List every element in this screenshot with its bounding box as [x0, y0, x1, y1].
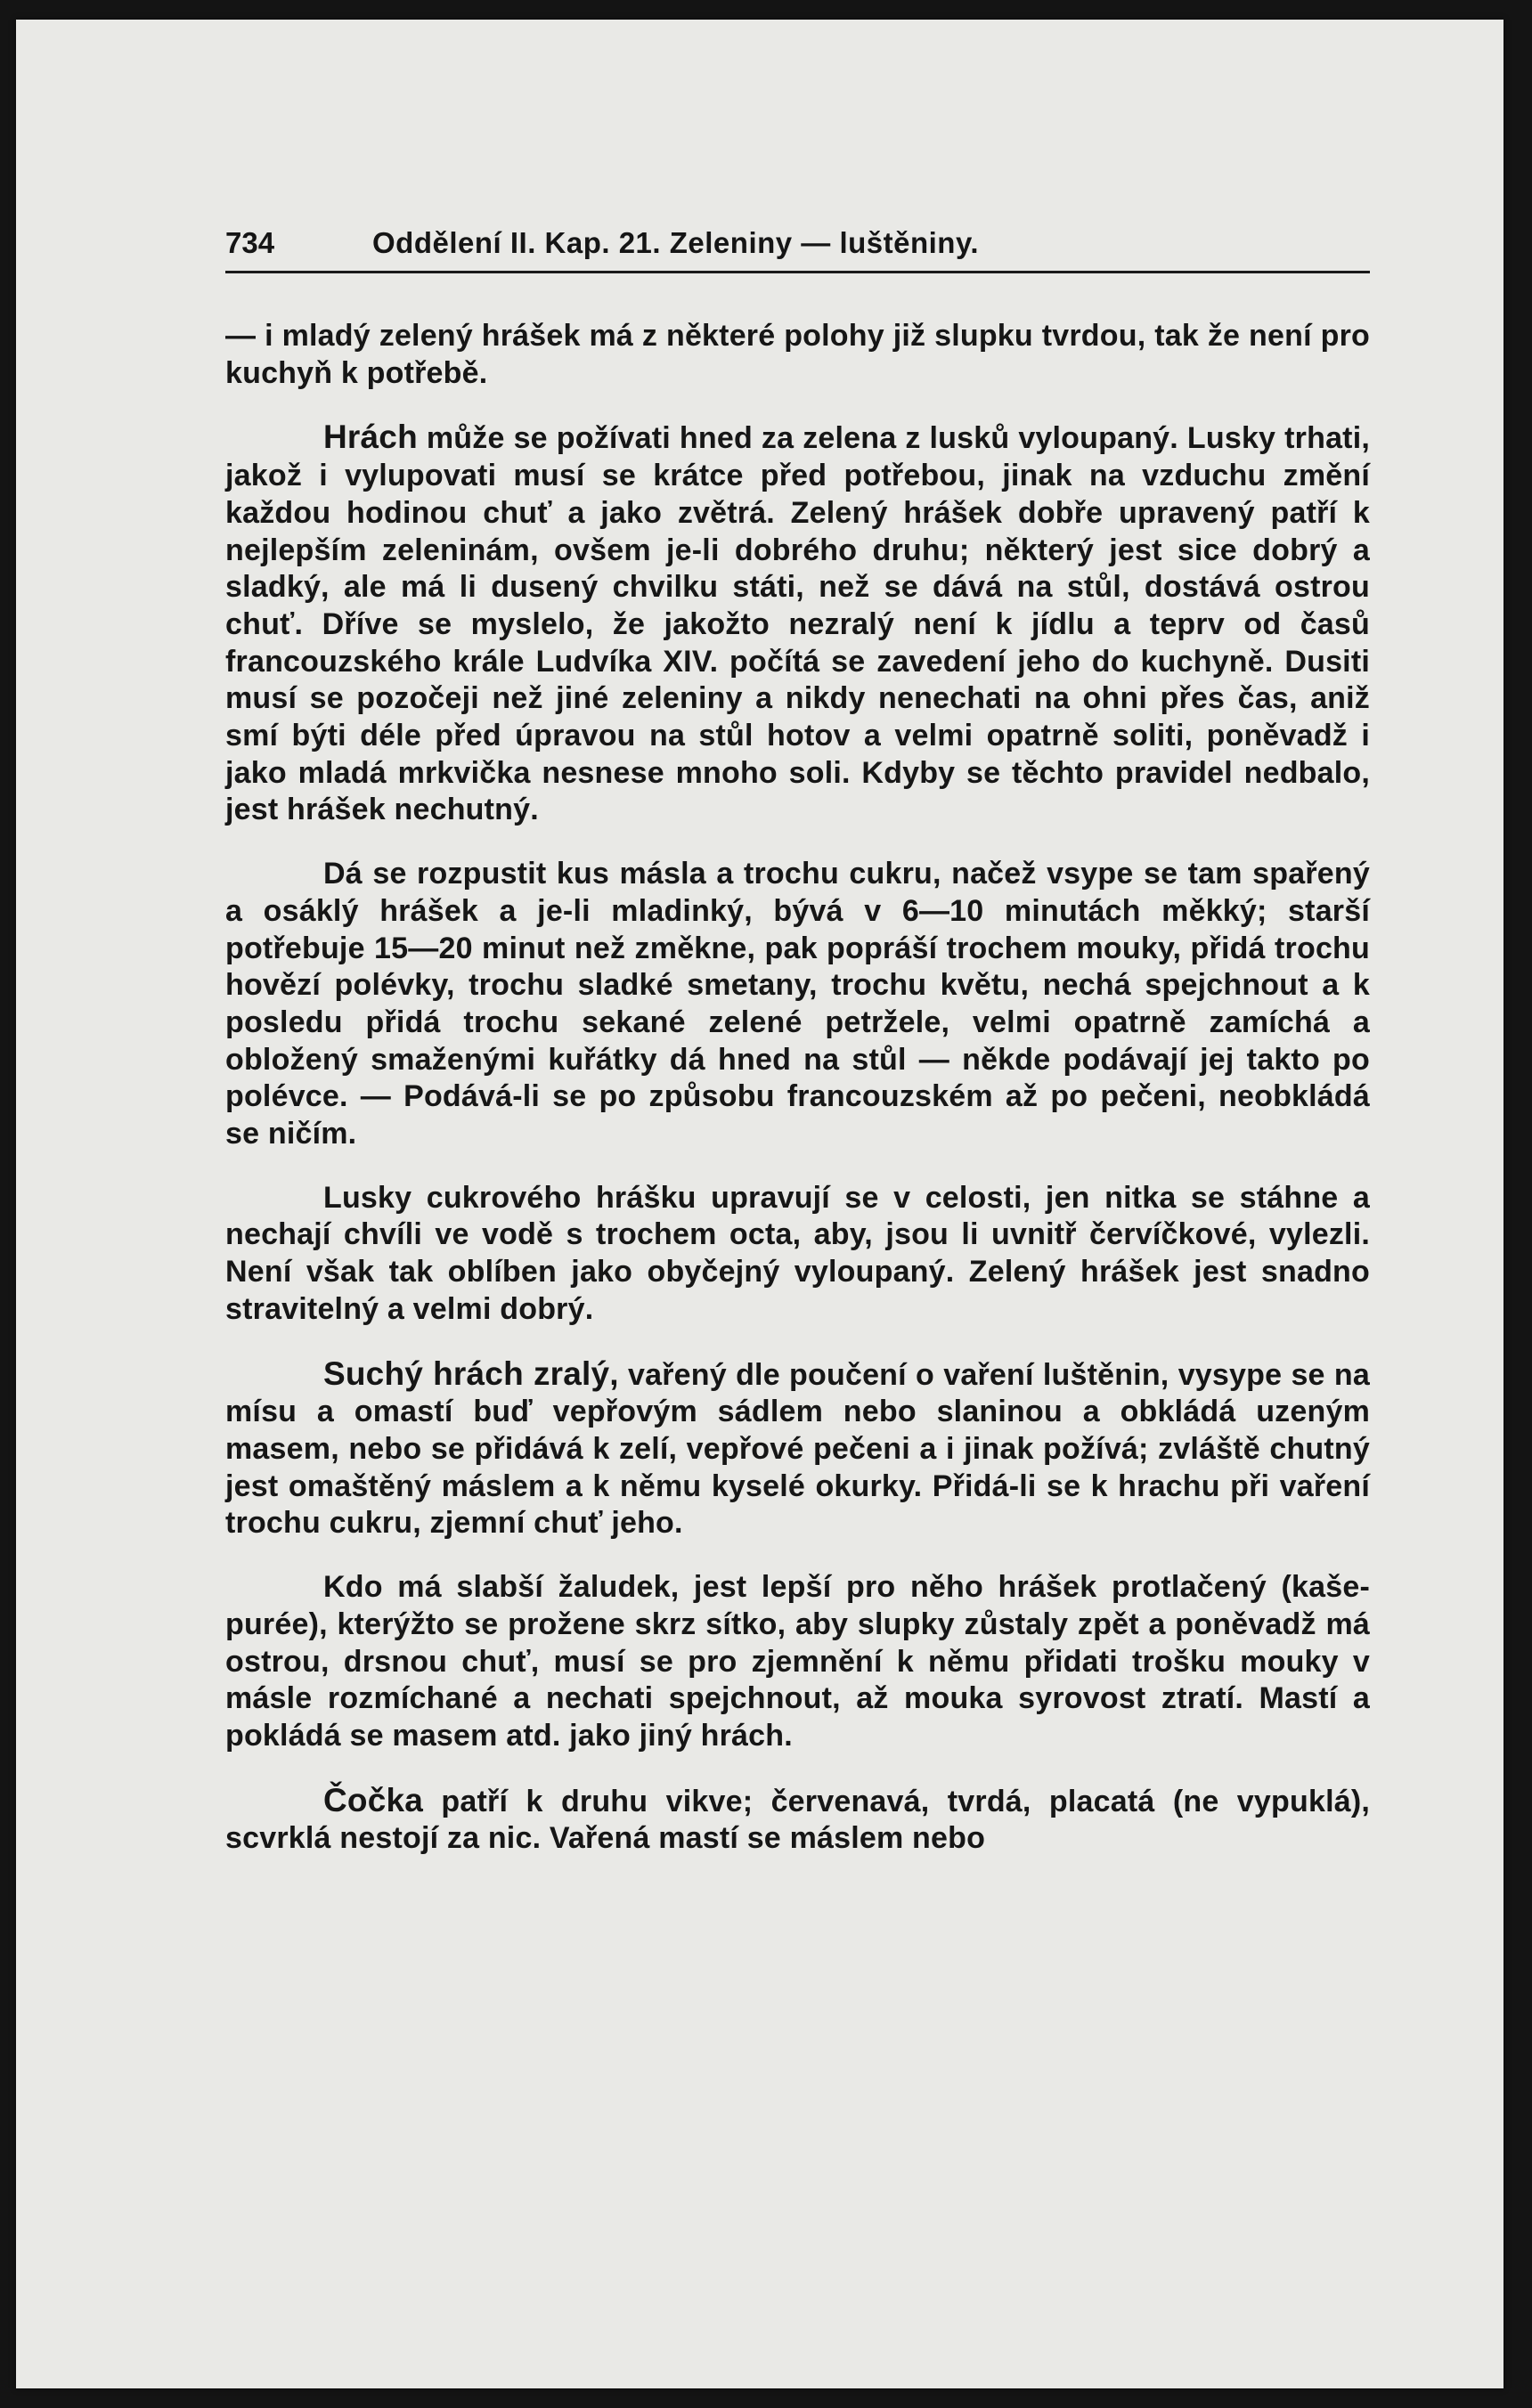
paragraph-lead: Hrách [323, 419, 418, 456]
paragraph-lead: Suchý hrách zralý, [323, 1354, 619, 1392]
paragraph-text: Dá se rozpustit kus másla a trochu cukru, načež vsype se tam spařený a osáklý hrášek a je-li mladinký, bývá v 6—10 minutách měkký; starší potřebuje 15—20 minut než změkne, pak popráší trochem mouky, přidá trochu hovězí polévky, trochu sladké smetany, trochu květu, nechá spejchnout a k posledu přidá trochu sekané zelené petržele, velmi opatrně zamíchá a obložený smaženými kuřátky dá hned na stůl — někde podávají jej takto po polévce. — Podává-li se po způsobu francouzském až po pečeni, neobkládá se ničím. [225, 857, 1370, 1151]
paragraph-lead: Čočka [323, 1781, 424, 1818]
paragraph-cocka [225, 1782, 1370, 1858]
paragraph-text: vařený dle poučení o vaření luštěnin, vysype se na mísu a omastí buď vepřovým sádlem nebo slaninou a obkládá uzeným masem, nebo se přidává k zelí, vepřové pečeni a i jinak požívá; zvláště chutný jest omaštěný máslem a k němu kyselé okurky. Přidá-li se k hrachu při vaření trochu cukru, zjemní chuť jeho. [225, 1357, 1370, 1541]
paragraph-suchy-hrach [225, 1355, 1370, 1543]
paragraph-text: Lusky cukrového hrášku upravují se v celosti, jen nitka se stáhne a nechají chvíli ve vodě s trochem octa, aby, jsou li uvnitř červíčkové, vylezli. Není však tak oblíben jako obyčejný vyloupaný. Zelený hrášek jest snadno stravitelný a velmi dobrý. [225, 1180, 1370, 1326]
paragraph-lusky [225, 1180, 1370, 1329]
page-body [225, 318, 1370, 1858]
paragraph-puree [225, 1569, 1370, 1755]
paragraph-text: — i mladý zelený hrášek má z některé polohy již slupku tvrdou, tak že není pro kuchyň k potřebě. [225, 319, 1370, 390]
book-page [16, 20, 1503, 2388]
paragraph-hrach [225, 419, 1370, 829]
paragraph-text: může se požívati hned za zelena z lusků vyloupaný. Lusky trhati, jakož i vylupovati musí se krátce před potřebou, jinak na vzduchu změní každou hodinou chuť a jako zvětrá. Zelený hrášek dobře upravený patří k nejlepším zeleninám, ovšem je-li dobrého druhu; některý jest sice dobrý a sladký, ale má li dusený chvilku státi, než se dává na stůl, dostává ostrou chuť. Dříve se myslelo, že jakožto nezralý není k jídlu a teprv od časů francouzského krále Ludvíka XIV. počítá se zavedení jeho do kuchyně. Dusiti musí se pozočeji než jiné zeleniny a nikdy nenechati na ohni přes čas, aniž smí býti déle před úpravou na stůl hotov a velmi opatrně soliti, poněvadž i jako mladá mrkvička nesnese mnoho soli. Kdyby se těchto pravidel nedbalo, jest hrášek nechutný. [225, 421, 1370, 827]
paragraph-text: Kdo má slabší žaludek, jest lepší pro něho hrášek protlačený (kaše-purée), kterýžto se prožene skrz sítko, aby slupky zůstaly zpět a poněvadž má ostrou, drsnou chuť, musí se pro zjemnění k němu přidati trošku mouky v másle rozmíchané a nechati spejchnout, až mouka syrovost ztratí. Mastí a pokládá se masem atd. jako jiný hrách. [225, 1570, 1370, 1753]
paragraph-recipe [225, 856, 1370, 1153]
paragraph-continuation [225, 318, 1370, 392]
header-rule [225, 271, 1370, 273]
page-number: 734 [225, 226, 275, 259]
paragraph-text: patří k druhu vikve; červenavá, tvrdá, placatá (ne vypuklá), scvrklá nestojí za nic. Vařená mastí se máslem nebo [225, 1784, 1370, 1856]
running-title: Oddělení II. Kap. 21. Zeleniny — luštěniny. [372, 226, 980, 259]
running-header [225, 226, 1370, 260]
